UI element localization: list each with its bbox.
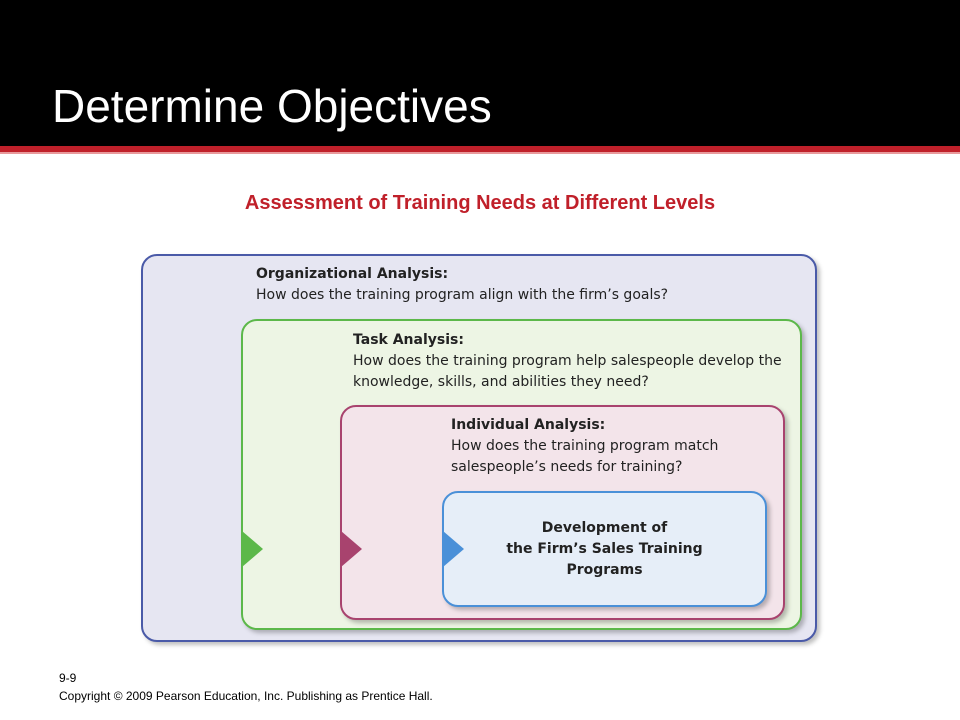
organizational-analysis-question: How does the training program align with the firm’s goals? <box>256 287 669 303</box>
development-label: Development of the Firm’s Sales Training Programs <box>506 520 703 578</box>
organizational-analysis-heading: Organizational Analysis: <box>256 266 449 282</box>
task-arrow-icon <box>242 531 263 567</box>
slide-title: Determine Objectives <box>52 80 492 132</box>
header-divider-highlight <box>0 152 960 154</box>
copyright-notice: Copyright © 2009 Pearson Education, Inc. Publishing as Prentice Hall. <box>59 689 433 703</box>
individual-analysis-heading: Individual Analysis: <box>451 417 606 433</box>
individual-analysis-question: How does the training program match salespeople’s needs for training? <box>451 438 719 475</box>
slide-number: 9-9 <box>59 671 77 685</box>
diagram-title: Assessment of Training Needs at Different Levels <box>244 192 716 214</box>
task-analysis-question: How does the training program help salespeople develop the knowledge, skills, and abilities they need? <box>353 353 782 390</box>
organizational-analysis-label <box>256 264 668 306</box>
task-analysis-heading: Task Analysis: <box>353 332 464 348</box>
slide-header <box>0 0 960 146</box>
task-analysis-label <box>353 330 782 393</box>
individual-arrow-icon <box>341 531 362 567</box>
development-arrow-icon <box>443 531 464 567</box>
individual-analysis-label <box>451 415 718 478</box>
